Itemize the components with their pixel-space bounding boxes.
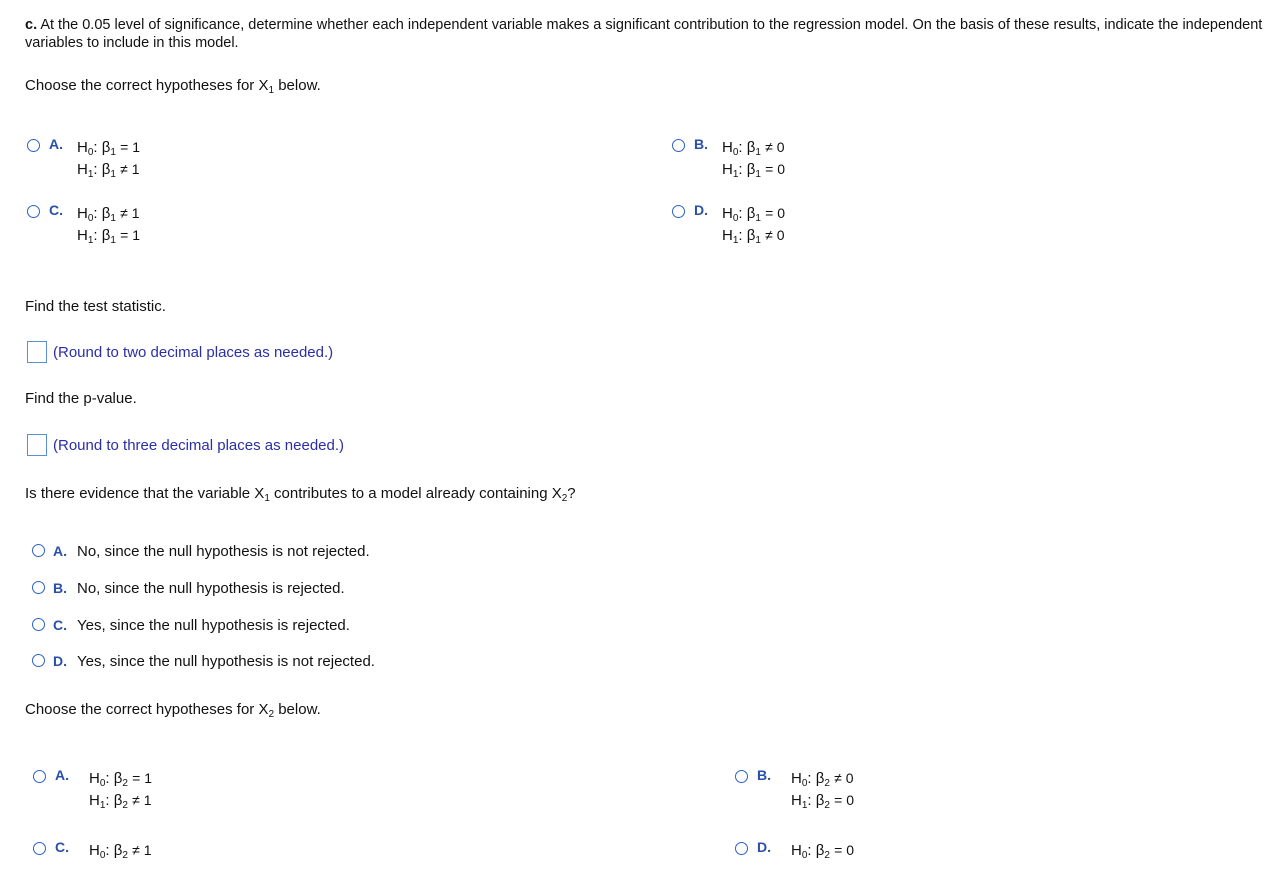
test-statistic-answer	[27, 341, 333, 363]
instructions	[25, 16, 1265, 52]
p-value-prompt: Find the p-value.	[25, 390, 137, 407]
null-hypothesis: $H_0$: $\beta_2 \ne 0$	[791, 770, 854, 789]
evidence-option-a[interactable]: A. No, since the null hypothesis is not rejected.	[32, 543, 370, 560]
null-hypothesis: $H_0$: $\beta_1 \ne 0$	[722, 139, 785, 158]
evidence-option-b[interactable]: B. No, since the null hypothesis is rejected.	[32, 580, 345, 597]
test-statistic-prompt: Find the test statistic.	[25, 298, 166, 315]
radio-icon[interactable]	[32, 544, 45, 557]
null-hypothesis: $H_0$: $\beta_1 = 0$	[722, 205, 785, 224]
part-label: c.	[25, 17, 38, 33]
p-value-answer	[27, 434, 344, 456]
radio-icon[interactable]	[672, 205, 685, 218]
alt-hypothesis: $H_1$: $\beta_1 = 1$	[77, 227, 140, 246]
radio-icon[interactable]	[32, 581, 45, 594]
radio-icon[interactable]	[32, 654, 45, 667]
alt-hypothesis: $H_1$: $\beta_1 \ne 1$	[77, 161, 140, 180]
radio-icon[interactable]	[33, 842, 46, 855]
evidence-option-c[interactable]: C. Yes, since the null hypothesis is rejected.	[32, 617, 350, 634]
evidence-option-d[interactable]: D. Yes, since the null hypothesis is not rejected.	[32, 653, 375, 670]
null-hypothesis: $H_0$: $\beta_2 \ne 1$	[89, 842, 152, 861]
radio-icon[interactable]	[32, 618, 45, 631]
radio-icon[interactable]	[672, 139, 685, 152]
alt-hypothesis: $H_1$: $\beta_2 \ne 1$	[89, 792, 152, 811]
radio-icon[interactable]	[33, 770, 46, 783]
radio-icon[interactable]	[735, 770, 748, 783]
null-hypothesis: $H_0$: $\beta_2 = 1$	[89, 770, 152, 789]
null-hypothesis: $H_0$: $\beta_1 \ne 1$	[77, 205, 140, 224]
radio-icon[interactable]	[735, 842, 748, 855]
question-x1-hypotheses: Choose the correct hypotheses for $X_1$ below.	[25, 77, 321, 96]
rounding-hint: (Round to two decimal places as needed.)	[53, 343, 334, 361]
rounding-hint: (Round to three decimal places as needed.)	[53, 436, 345, 454]
alt-hypothesis: $H_1$: $\beta_2 = 0$	[791, 792, 854, 811]
radio-icon[interactable]	[27, 139, 40, 152]
test-statistic-input[interactable]	[27, 341, 47, 363]
question-x2-hypotheses: Choose the correct hypotheses for $X_2$ below.	[25, 701, 321, 720]
alt-hypothesis: $H_1$: $\beta_1 = 0$	[722, 161, 785, 180]
p-value-input[interactable]	[27, 434, 47, 456]
evidence-question: Is there evidence that the variable $X_1$ contributes to a model already containing $X_2$?	[25, 485, 576, 504]
null-hypothesis: $H_0$: $\beta_1 = 1$	[77, 139, 140, 158]
radio-icon[interactable]	[27, 205, 40, 218]
null-hypothesis: $H_0$: $\beta_2 = 0$	[791, 842, 854, 861]
alt-hypothesis: $H_1$: $\beta_1 \ne 0$	[722, 227, 785, 246]
instructions-text: At the 0.05 level of significance, determine whether each independent variable makes a significant contribution to the regression model. On the basis of these results, indicate the independent variables to include in this model.	[25, 17, 1263, 51]
